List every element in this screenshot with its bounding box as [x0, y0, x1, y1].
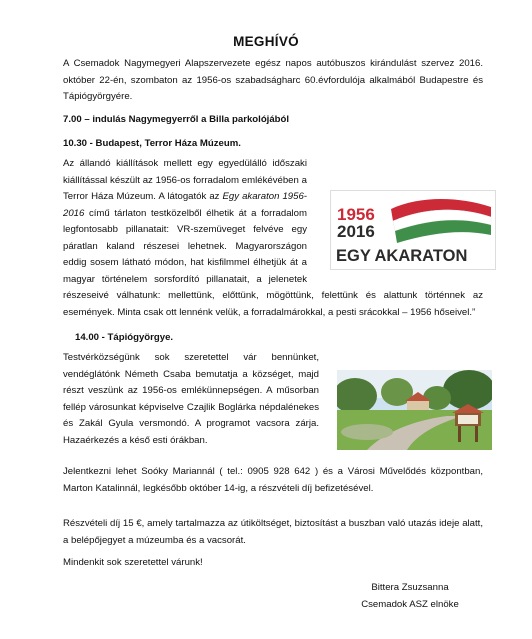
logo-text: EGY AKARATON [336, 247, 468, 265]
fee-paragraph: Részvételi díj 15 €, amely tartalmazza az útiköltséget, biztosítást a buszban való utazás ideje alatt, a belépőjegyet a múzeumba és a vacsorát. [63, 518, 483, 546]
exhibition-title: Egy akaraton 1956-2016 [63, 191, 307, 219]
schedule-item-departure: 7.00 – indulás Nagymegyerről a Billa parkolójából [63, 114, 290, 125]
egy-akaraton-logo-graphic [331, 191, 495, 269]
registration-paragraph: Jelentkezni lehet Soóky Mariannál ( tel.: 0905 928 642 ) és a Városi Művelődés központban, Marton Katalinnál, legkésőbb október 14-ig, a részvételi díj befizetésével. [63, 466, 483, 494]
signature-role: Csemadok ASZ elnöke [361, 599, 459, 610]
schedule-item-village: 14.00 - Tápiógyörgye. [75, 332, 174, 343]
schedule-item-museum: 10.30 - Budapest, Terror Háza Múzeum. [63, 138, 241, 149]
museum-text-2: című tárlaton testközelből élhetik át a forradalom legfontosabb pillanatait: VR-szemüveget felvéve egy páratlan kaland részesei lehetnek. Magyarországon eddig sosem látható módon, hat kisfilmmel élhetjük át a magyar történelem sorsfordító pillanatait, a jelenetek részeseivé válhatunk: mellettünk, előttünk, mögöttünk, felettünk és alattunk történnek az események. Minta csak ott lennénk velük, a forradalmárokkal, a pesti srácokkal – 1956 hőseivel.” [63, 207, 483, 318]
signature-block [340, 579, 480, 613]
egy-akaraton-logo [330, 190, 496, 270]
village-text: Testvérközségünk sok szeretettel vár bennünket, vendéglátónk Németh Csaba bemutatja a községet, majd részt veszünk az 1956-os emlékünnepségen. A műsorban fellép városunkat képviselve Czajlik Boglárka népdalénekes és Zakál Gyula versmondó. A programot vacsora zárja. Hazaérkezés a késő esti órákban. [63, 352, 319, 446]
museum-text-1: Az állandó kiállítások mellett egy egyedülálló időszaki kiállítással készült az 1956-os forradalom emlékévében a Terror Háza Múzeum. A látogatók az [63, 158, 307, 202]
page-title: MEGHÍVÓ [233, 34, 299, 49]
closing-line: Mindenkit sok szeretettel várunk! [63, 557, 203, 568]
village-park-photo [337, 370, 492, 450]
village-park-photo-graphic [337, 370, 492, 450]
logo-year-1956: 1956 [337, 205, 375, 224]
logo-year-2016: 2016 [337, 222, 375, 241]
intro-paragraph: A Csemadok Nagymegyeri Alapszervezete egész napos autóbuszos kirándulást szervez 2016. október 22-én, szombaton az 1956-os szabadságharc 60.évfordulója alkalmából Budapestre és Tápiógyörgyére. [63, 58, 483, 102]
signature-name: Bittera Zsuzsanna [371, 582, 449, 593]
